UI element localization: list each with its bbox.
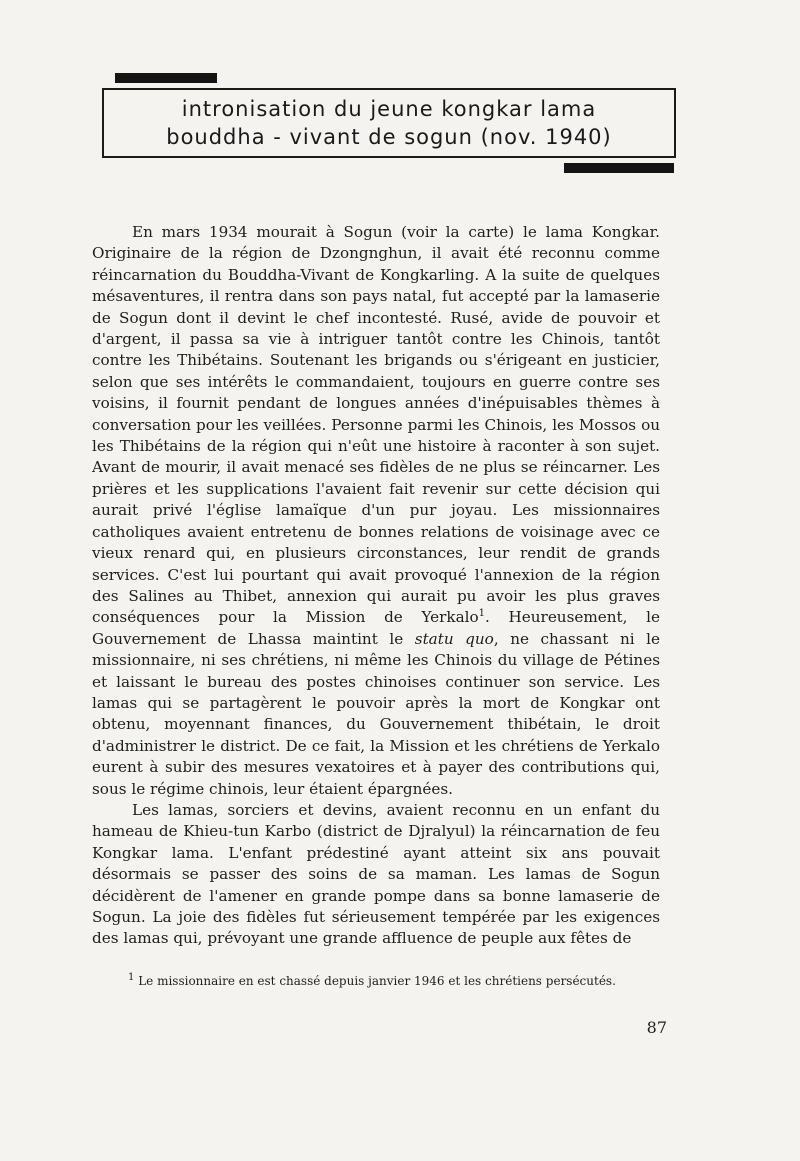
- paragraph-1-text-b: . Heureusement, le Gouvernement de Lhassa maintint le: [92, 608, 660, 648]
- chapter-title-line-2: bouddha - vivant de sogun (nov. 1940): [166, 125, 612, 149]
- body-text: [92, 222, 660, 950]
- title-decoration-bar-bottom: [564, 163, 674, 173]
- chapter-title-box: [102, 88, 676, 158]
- paragraph-1-text-c: , ne chassant ni le missionnaire, ni ses chrétiens, ni même les Chinois du village de Pétines et laissant le bureau des postes chinoises continuer son service. Les lamas qui se partagèrent le pouvoir après la mort de Kongkar ont obtenu, moyennant finances, du Gouvernement thibétain, le droit d'administrer le district. De ce fait, la Mission et les chrétiens de Yerkalo eurent à subir des mesures vexatoires et à payer des contributions qui, sous le régime chinois, leur étaient épargnées.: [92, 629, 661, 798]
- footnote-number: 1: [128, 972, 135, 983]
- paragraph-1: [92, 222, 660, 800]
- footnote-text: Le missionnaire en est chassé depuis janvier 1946 et les chrétiens persécutés.: [134, 974, 616, 988]
- chapter-title-line-1: intronisation du jeune kongkar lama: [181, 97, 597, 121]
- paragraph-1-italic: statu quo: [414, 629, 494, 648]
- page-number: 87: [646, 1018, 667, 1037]
- footnote: [128, 973, 668, 989]
- footnote-reference: 1: [478, 608, 486, 620]
- paragraph-2: Les lamas, sorciers et devins, avaient reconnu en un enfant du hameau de Khieu-tun Karbo (district de Djralyul) la réincarnation de feu Kongkar lama. L'enfant prédestiné ayant atteint six ans pouvait désormais se passer des soins de sa maman. Les lamas de Sogun décidèrent de l'amener en grande pompe dans sa bonne lamaserie de Sogun. La joie des fidèles fut sérieusement tempérée par les exigences des lamas qui, prévoyant une grande affluence de peuple aux fêtes de: [92, 800, 660, 948]
- paragraph-1-text-a: En mars 1934 mourait à Sogun (voir la carte) le lama Kongkar. Originaire de la région de Dzongnghun, il avait été reconnu comme réincarnation du Bouddha-Vivant de Kongkarling. A la suite de quelques mésaventures, il rentra dans son pays natal, fut accepté par la lamaserie de Sogun dont il devint le chef incontesté. Rusé, avide de pouvoir et d'argent, il passa sa vie à intriguer tantôt contre les Chinois, tantôt contre les Thibétains. Soutenant les brigands ou s'érigeant en justicier, selon que ses intérêts le commandaient, toujours en guerre contre ses voisins, il fournit pendant de longues années d'inépuisables thèmes à conversation pour les veillées. Personne parmi les Chinois, les Mossos ou les Thibétains de la région qui n'eût une histoire à raconter à son sujet. Avant de mourir, il avait menacé ses fidèles de ne plus se réincarner. Les prières et les supplications l'avaient fait revenir sur cette décision qui aurait privé l'église lamaïque d'un pur joyau. Les missionnaires catholiques avaient entretenu de bonnes relations de voisinage avec ce vieux renard qui, en plusieurs circonstances, leur rendit de grands services. C'est lui pourtant qui avait provoqué l'annexion de la région des Salines au Thibet, annexion qui aurait pu avoir les plus graves conséquences pour la Mission de Yerkalo: [92, 223, 660, 627]
- title-decoration-bar-top: [115, 73, 217, 83]
